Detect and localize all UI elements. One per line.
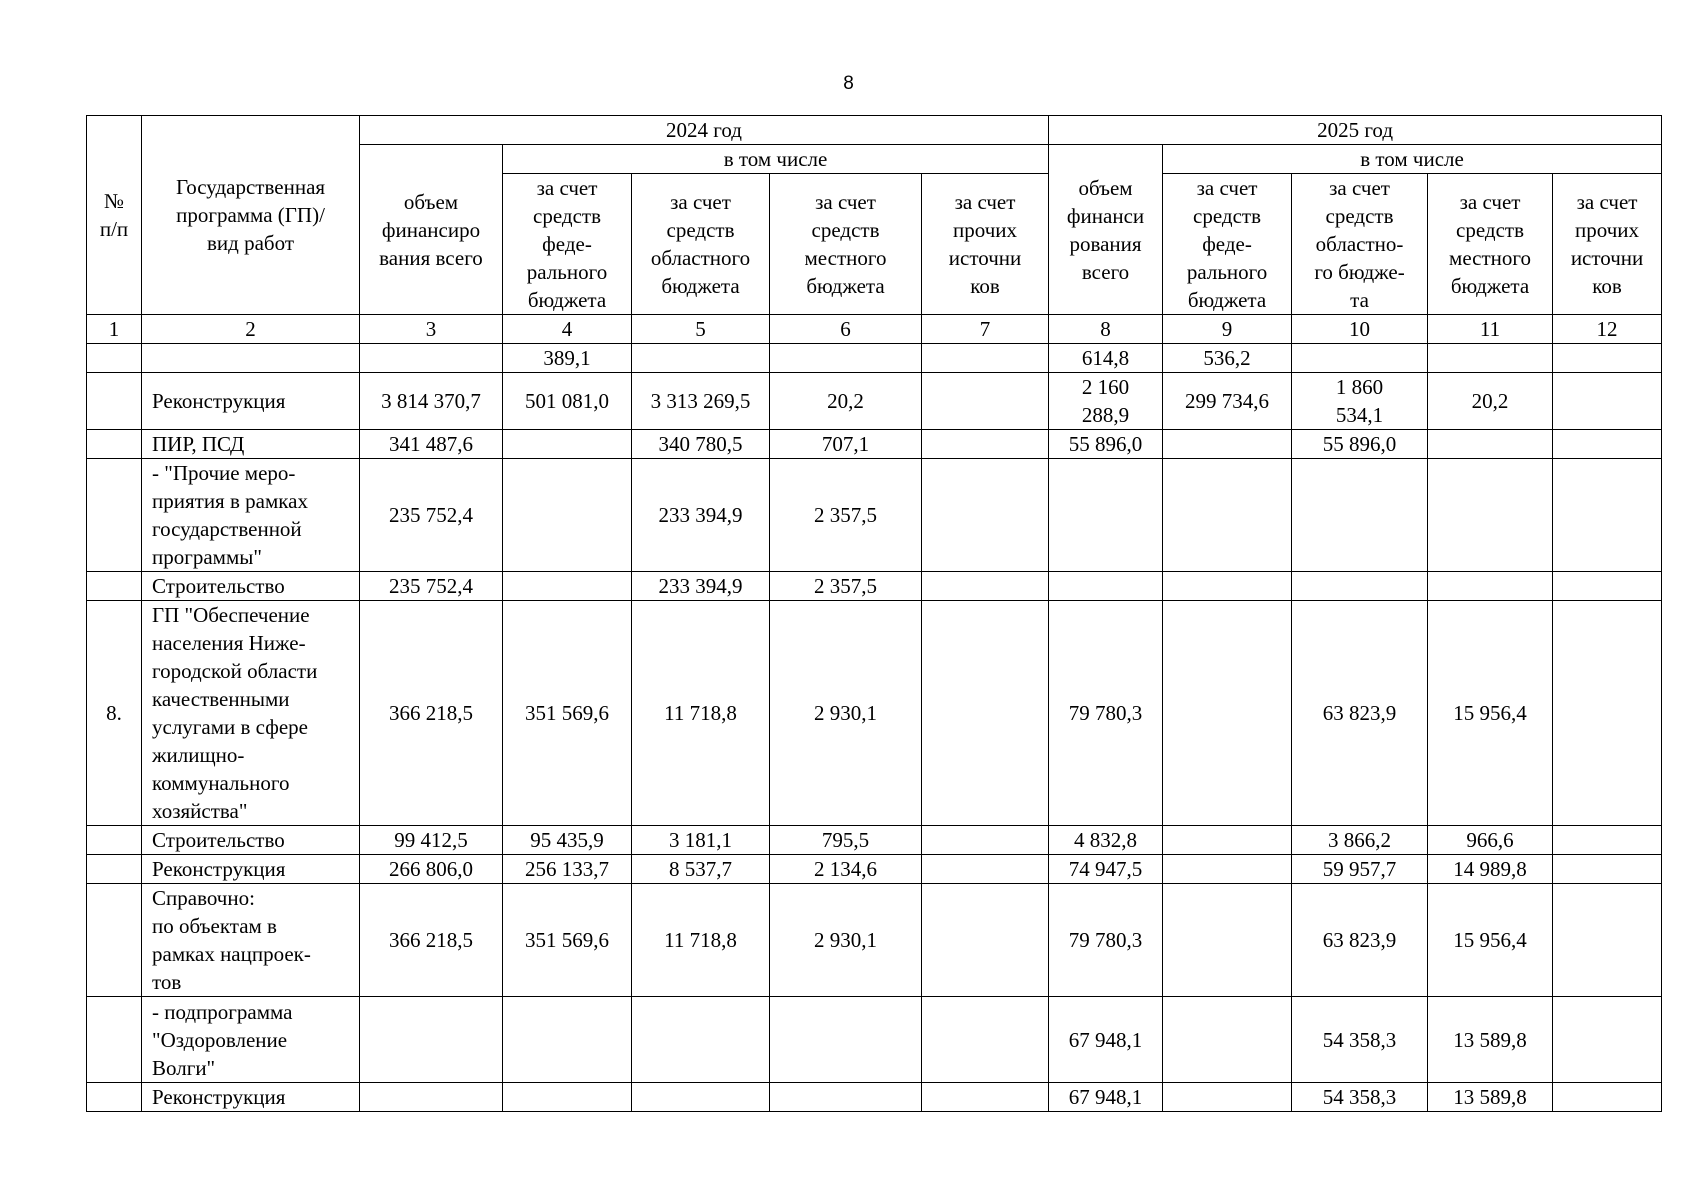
row-name-cell: ГП "Обеспечение населения Ниже- городской области качественными услугами в сфере жилищно- коммунального хозяйства" xyxy=(142,601,360,826)
value-cell: 2 930,1 xyxy=(770,601,922,826)
value-cell xyxy=(1292,459,1428,572)
value-cell: 1 860 534,1 xyxy=(1292,373,1428,430)
row-number-cell xyxy=(87,373,142,430)
value-cell: 536,2 xyxy=(1163,344,1292,373)
row-name-cell: - подпрограмма "Оздоровление Волги" xyxy=(142,997,360,1083)
value-cell xyxy=(1428,459,1553,572)
row-name-cell: Строительство xyxy=(142,572,360,601)
value-cell: 2 134,6 xyxy=(770,855,922,884)
header-c10: за счет средств областно- го бюдже- та xyxy=(1292,174,1428,315)
row-number-cell xyxy=(87,884,142,997)
value-cell xyxy=(922,997,1049,1083)
value-cell xyxy=(503,1083,632,1112)
column-number-cell: 8 xyxy=(1049,315,1163,344)
value-cell: 3 181,1 xyxy=(632,826,770,855)
value-cell: 2 930,1 xyxy=(770,884,922,997)
value-cell: 95 435,9 xyxy=(503,826,632,855)
table-row xyxy=(87,344,1662,373)
table-row xyxy=(87,855,1662,884)
value-cell xyxy=(1553,1083,1662,1112)
row-number-cell xyxy=(87,430,142,459)
value-cell: 235 752,4 xyxy=(360,459,503,572)
header-num: № п/п xyxy=(87,116,142,315)
table-row xyxy=(87,826,1662,855)
header-c9: за счет средств феде- рального бюджета xyxy=(1163,174,1292,315)
value-cell xyxy=(922,459,1049,572)
column-number-cell: 12 xyxy=(1553,315,1662,344)
row-name-cell: ПИР, ПСД xyxy=(142,430,360,459)
value-cell: 55 896,0 xyxy=(1049,430,1163,459)
value-cell xyxy=(632,997,770,1083)
table-row xyxy=(87,459,1662,572)
value-cell: 4 832,8 xyxy=(1049,826,1163,855)
value-cell xyxy=(1292,572,1428,601)
value-cell: 20,2 xyxy=(770,373,922,430)
value-cell: 266 806,0 xyxy=(360,855,503,884)
table-row xyxy=(87,373,1662,430)
value-cell xyxy=(922,1083,1049,1112)
value-cell: 74 947,5 xyxy=(1049,855,1163,884)
value-cell: 15 956,4 xyxy=(1428,884,1553,997)
value-cell: 235 752,4 xyxy=(360,572,503,601)
header-c3: объем финансиро вания всего xyxy=(360,145,503,315)
value-cell: 3 866,2 xyxy=(1292,826,1428,855)
row-name-cell: Реконструкция xyxy=(142,373,360,430)
value-cell xyxy=(503,997,632,1083)
value-cell: 299 734,6 xyxy=(1163,373,1292,430)
row-number-cell xyxy=(87,826,142,855)
value-cell xyxy=(1553,572,1662,601)
value-cell xyxy=(360,1083,503,1112)
row-name-cell: Реконструкция xyxy=(142,1083,360,1112)
value-cell xyxy=(922,855,1049,884)
value-cell: 341 487,6 xyxy=(360,430,503,459)
row-number-cell: 8. xyxy=(87,601,142,826)
value-cell: 966,6 xyxy=(1428,826,1553,855)
column-number-cell: 5 xyxy=(632,315,770,344)
value-cell: 67 948,1 xyxy=(1049,997,1163,1083)
value-cell xyxy=(1049,572,1163,601)
value-cell xyxy=(1163,601,1292,826)
value-cell: 63 823,9 xyxy=(1292,884,1428,997)
value-cell xyxy=(1553,997,1662,1083)
row-name-cell: Реконструкция xyxy=(142,855,360,884)
page-number: 8 xyxy=(843,73,854,94)
value-cell: 54 358,3 xyxy=(1292,1083,1428,1112)
header-incl-2024: в том числе xyxy=(503,145,1049,174)
value-cell: 2 357,5 xyxy=(770,572,922,601)
row-number-cell xyxy=(87,572,142,601)
value-cell xyxy=(1292,344,1428,373)
budget-table xyxy=(86,115,1662,1112)
value-cell xyxy=(360,997,503,1083)
header-c4: за счет средств феде- рального бюджета xyxy=(503,174,632,315)
row-number-cell xyxy=(87,459,142,572)
value-cell: 233 394,9 xyxy=(632,459,770,572)
value-cell: 67 948,1 xyxy=(1049,1083,1163,1112)
header-year-2025: 2025 год xyxy=(1049,116,1662,145)
value-cell: 389,1 xyxy=(503,344,632,373)
header-c8: объем финанси рования всего xyxy=(1049,145,1163,315)
value-cell xyxy=(1428,572,1553,601)
value-cell: 256 133,7 xyxy=(503,855,632,884)
value-cell xyxy=(1163,997,1292,1083)
value-cell xyxy=(922,430,1049,459)
column-number-row xyxy=(87,315,1662,344)
row-number-cell xyxy=(87,344,142,373)
value-cell xyxy=(1163,855,1292,884)
value-cell: 233 394,9 xyxy=(632,572,770,601)
column-number-cell: 9 xyxy=(1163,315,1292,344)
value-cell: 11 718,8 xyxy=(632,884,770,997)
value-cell: 351 569,6 xyxy=(503,601,632,826)
header-row-years xyxy=(87,116,1662,145)
value-cell: 79 780,3 xyxy=(1049,884,1163,997)
value-cell xyxy=(632,1083,770,1112)
header-c11: за счет средств местного бюджета xyxy=(1428,174,1553,315)
value-cell xyxy=(1553,601,1662,826)
value-cell xyxy=(1553,430,1662,459)
value-cell xyxy=(1553,855,1662,884)
header-c6: за счет средств местного бюджета xyxy=(770,174,922,315)
value-cell xyxy=(503,430,632,459)
row-name-cell: Строительство xyxy=(142,826,360,855)
value-cell: 14 989,8 xyxy=(1428,855,1553,884)
value-cell xyxy=(1553,884,1662,997)
value-cell xyxy=(922,344,1049,373)
value-cell: 3 814 370,7 xyxy=(360,373,503,430)
value-cell: 501 081,0 xyxy=(503,373,632,430)
value-cell xyxy=(1553,826,1662,855)
value-cell: 707,1 xyxy=(770,430,922,459)
row-name-cell: - "Прочие меро- приятия в рамках государственной программы" xyxy=(142,459,360,572)
value-cell xyxy=(922,884,1049,997)
column-number-cell: 6 xyxy=(770,315,922,344)
header-c7: за счет прочих источни ков xyxy=(922,174,1049,315)
value-cell: 340 780,5 xyxy=(632,430,770,459)
value-cell: 55 896,0 xyxy=(1292,430,1428,459)
table-row xyxy=(87,572,1662,601)
row-number-cell xyxy=(87,1083,142,1112)
value-cell xyxy=(1553,344,1662,373)
value-cell: 614,8 xyxy=(1049,344,1163,373)
value-cell: 15 956,4 xyxy=(1428,601,1553,826)
value-cell xyxy=(503,572,632,601)
value-cell: 366 218,5 xyxy=(360,601,503,826)
value-cell xyxy=(1163,459,1292,572)
row-number-cell xyxy=(87,855,142,884)
value-cell: 366 218,5 xyxy=(360,884,503,997)
header-year-2024: 2024 год xyxy=(360,116,1049,145)
value-cell xyxy=(1428,344,1553,373)
value-cell xyxy=(922,601,1049,826)
value-cell: 20,2 xyxy=(1428,373,1553,430)
header-c5: за счет средств областного бюджета xyxy=(632,174,770,315)
column-number-cell: 10 xyxy=(1292,315,1428,344)
value-cell: 351 569,6 xyxy=(503,884,632,997)
value-cell xyxy=(922,373,1049,430)
value-cell: 11 718,8 xyxy=(632,601,770,826)
row-name-cell: Справочно: по объектам в рамках нацпроек- тов xyxy=(142,884,360,997)
value-cell: 3 313 269,5 xyxy=(632,373,770,430)
column-number-cell: 3 xyxy=(360,315,503,344)
value-cell xyxy=(922,826,1049,855)
value-cell: 54 358,3 xyxy=(1292,997,1428,1083)
table-row xyxy=(87,601,1662,826)
value-cell xyxy=(1553,373,1662,430)
value-cell xyxy=(770,1083,922,1112)
value-cell: 59 957,7 xyxy=(1292,855,1428,884)
column-number-cell: 1 xyxy=(87,315,142,344)
value-cell xyxy=(770,344,922,373)
value-cell: 2 357,5 xyxy=(770,459,922,572)
row-number-cell xyxy=(87,997,142,1083)
column-number-cell: 2 xyxy=(142,315,360,344)
value-cell xyxy=(1163,572,1292,601)
value-cell xyxy=(922,572,1049,601)
value-cell xyxy=(360,344,503,373)
column-number-cell: 7 xyxy=(922,315,1049,344)
table-row xyxy=(87,1083,1662,1112)
value-cell xyxy=(1163,1083,1292,1112)
header-incl-2025: в том числе xyxy=(1163,145,1662,174)
value-cell: 13 589,8 xyxy=(1428,1083,1553,1112)
table-row xyxy=(87,430,1662,459)
value-cell: 2 160 288,9 xyxy=(1049,373,1163,430)
table-row xyxy=(87,884,1662,997)
value-cell: 99 412,5 xyxy=(360,826,503,855)
value-cell xyxy=(1553,459,1662,572)
header-program: Государственная программа (ГП)/ вид работ xyxy=(142,116,360,315)
table-row xyxy=(87,997,1662,1083)
value-cell: 13 589,8 xyxy=(1428,997,1553,1083)
column-number-cell: 11 xyxy=(1428,315,1553,344)
value-cell xyxy=(770,997,922,1083)
value-cell xyxy=(1428,430,1553,459)
column-number-cell: 4 xyxy=(503,315,632,344)
value-cell: 795,5 xyxy=(770,826,922,855)
value-cell: 63 823,9 xyxy=(1292,601,1428,826)
value-cell xyxy=(503,459,632,572)
value-cell: 8 537,7 xyxy=(632,855,770,884)
value-cell xyxy=(632,344,770,373)
value-cell: 79 780,3 xyxy=(1049,601,1163,826)
row-name-cell xyxy=(142,344,360,373)
value-cell xyxy=(1163,826,1292,855)
value-cell xyxy=(1163,884,1292,997)
table-body xyxy=(87,116,1662,1112)
value-cell xyxy=(1049,459,1163,572)
value-cell xyxy=(1163,430,1292,459)
header-c12: за счет прочих источни ков xyxy=(1553,174,1662,315)
